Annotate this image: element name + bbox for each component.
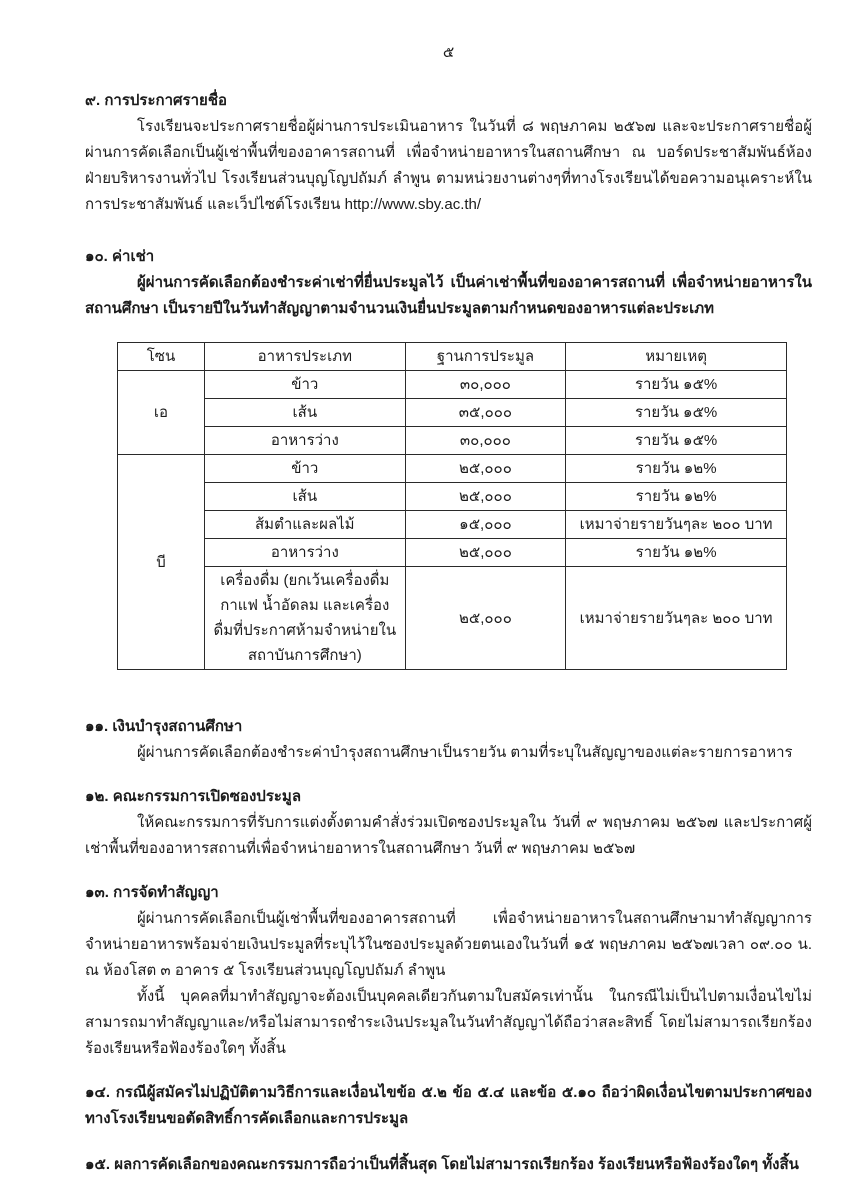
- food-type-cell: อาหารว่าง: [204, 539, 405, 567]
- table-row: [118, 371, 787, 399]
- table-header-base-bid: ฐานการประมูล: [405, 343, 566, 371]
- base-bid-cell: ๓๐,๐๐๐: [405, 371, 566, 399]
- table-header-zone: โซน: [118, 343, 205, 371]
- section-12-paragraph: ให้คณะกรรมการที่รับการแต่งตั้งตามคำสั่งร่วมเปิดซองประมูลใน วันที่ ๙ พฤษภาคม ๒๕๖๗ และประกาศผู้เช่าพื้นที่ของอาหารสถานที่เพื่อจำหน่ายอาหารในสถานศึกษา วันที่ ๙ พฤษภาคม ๒๕๖๗: [85, 814, 812, 857]
- section-9-paragraph: [85, 114, 812, 218]
- section-14: [85, 1080, 812, 1132]
- section-13: [85, 880, 812, 1062]
- table-row: [118, 455, 787, 483]
- base-bid-cell: ๒๕,๐๐๐: [405, 483, 566, 511]
- section-11-heading: ๑๑. เงินบำรุงสถานศึกษา: [85, 718, 243, 735]
- zone-a-cell: เอ: [118, 371, 205, 455]
- section-9-body-text: โรงเรียนจะประกาศรายชื่อผู้ผ่านการประเมินอาหาร ในวันที่ ๘ พฤษภาคม ๒๕๖๗ และจะประกาศรายชื่อผู้ผ่านการคัดเลือกเป็นผู้เช่าพื้นที่ของอาคารสถานที่ เพื่อจำหน่ายอาหารในสถานศึกษา ณ บอร์ดประชาสัมพันธ์ห้องฝ่ายบริหารงานทั่วไป โรงเรียนส่วนบุญโญปถัมภ์ ลำพูน ตามหน่วยงานต่างๆที่ทางโรงเรียนได้ขอความอนุเคราะห์ในการประชาสัมพันธ์ และเว็ปไซต์โรงเรียน: [85, 118, 812, 213]
- page-number: ๕: [442, 44, 455, 61]
- base-bid-cell: ๑๕,๐๐๐: [405, 511, 566, 539]
- section-15-paragraph: ๑๕. ผลการคัดเลือกของคณะกรรมการถือว่าเป็นที่สิ้นสุด โดยไม่สามารถเรียกร้อง ร้องเรียนหรือฟ้องร้องใดๆ ทั้งสิ้น: [85, 1156, 799, 1173]
- base-bid-cell: ๒๕,๐๐๐: [405, 455, 566, 483]
- section-15: [85, 1152, 812, 1178]
- section-14-paragraph: ๑๔. กรณีผู้สมัครไม่ปฏิบัติตามวิธีการและเงื่อนไขข้อ ๕.๒ ข้อ ๕.๔ และข้อ ๕.๑๐ ถือว่าผิดเงื่อนไขตามประกาศของทางโรงเรียนขอตัดสิทธิ์การคัดเลือกและการประมูล: [85, 1084, 812, 1127]
- remark-cell: รายวัน ๑๕%: [566, 371, 787, 399]
- table-row: [118, 567, 787, 670]
- food-type-cell: เครื่องดื่ม (ยกเว้นเครื่องดื่มกาแฟ น้ำอัดลม และเครื่องดื่มที่ประกาศห้ามจำหน่ายในสถาบันการศึกษา): [204, 567, 405, 670]
- section-11-paragraph: ผู้ผ่านการคัดเลือกต้องชำระค่าบำรุงสถานศึกษาเป็นรายวัน ตามที่ระบุในสัญญาของแต่ละรายการอาหาร: [137, 744, 793, 761]
- remark-cell: รายวัน ๑๒%: [566, 483, 787, 511]
- section-10: [85, 244, 812, 322]
- table-row: [118, 399, 787, 427]
- remark-cell: รายวัน ๑๕%: [566, 399, 787, 427]
- base-bid-cell: ๓๐,๐๐๐: [405, 427, 566, 455]
- food-type-cell: ข้าว: [204, 371, 405, 399]
- table-header-food-type: อาหารประเภท: [204, 343, 405, 371]
- table-header-remark: หมายเหตุ: [566, 343, 787, 371]
- section-10-heading: ๑๐. ค่าเช่า: [85, 248, 155, 265]
- section-9-heading: ๙. การประกาศรายชื่อ: [85, 92, 228, 109]
- section-11: [85, 714, 812, 766]
- zone-b-cell: บี: [118, 455, 205, 670]
- section-13-paragraph-2: ทั้งนี้ บุคคลที่มาทำสัญญาจะต้องเป็นบุคคลเดียวกันตามใบสมัครเท่านั้น ในกรณีไม่เป็นไปตามเงื่อนไขไม่สามารถมาทำสัญญาและ/หรือไม่สามารถชำระเงินประมูลในวันทำสัญญาได้ถือว่าสละสิทธิ์ โดยไม่สามารถเรียกร้อง ร้องเรียนหรือฟ้องร้องใดๆ ทั้งสิ้น: [85, 988, 812, 1057]
- base-bid-cell: ๒๕,๐๐๐: [405, 539, 566, 567]
- remark-cell: เหมาจ่ายรายวันๆละ ๒๐๐ บาท: [566, 567, 787, 670]
- remark-cell: รายวัน ๑๕%: [566, 427, 787, 455]
- food-type-cell: เส้น: [204, 399, 405, 427]
- remark-cell: รายวัน ๑๒%: [566, 455, 787, 483]
- rental-fee-table: [117, 342, 787, 670]
- section-9: [85, 88, 812, 218]
- table-row: [118, 483, 787, 511]
- section-12: [85, 784, 812, 862]
- remark-cell: รายวัน ๑๒%: [566, 539, 787, 567]
- section-12-heading: ๑๒. คณะกรรมการเปิดซองประมูล: [85, 788, 302, 805]
- table-row: [118, 427, 787, 455]
- food-type-cell: ส้มตำและผลไม้: [204, 511, 405, 539]
- table-row: [118, 511, 787, 539]
- food-type-cell: เส้น: [204, 483, 405, 511]
- food-type-cell: อาหารว่าง: [204, 427, 405, 455]
- section-13-paragraph-1: ผู้ผ่านการคัดเลือกเป็นผู้เช่าพื้นที่ของอาคารสถานที่ เพื่อจำหน่ายอาหารในสถานศึกษามาทำสัญญาการจำหน่ายอาหารพร้อมจ่ายเงินประมูลที่ระบุไว้ในซองประมูลด้วยตนเองในวันที่ ๑๕ พฤษภาคม ๒๕๖๗เวลา ๐๙.๐๐ น. ณ ห้องโสต ๓ อาคาร ๕ โรงเรียนส่วนบุญโญปถัมภ์ ลำพูน: [85, 910, 812, 979]
- school-website-url: http://www.sby.ac.th/: [344, 196, 482, 213]
- table-row: [118, 539, 787, 567]
- base-bid-cell: ๓๕,๐๐๐: [405, 399, 566, 427]
- remark-cell: เหมาจ่ายรายวันๆละ ๒๐๐ บาท: [566, 511, 787, 539]
- base-bid-cell: ๒๕,๐๐๐: [405, 567, 566, 670]
- section-10-paragraph: ผู้ผ่านการคัดเลือกต้องชำระค่าเช่าที่ยื่นประมูลไว้ เป็นค่าเช่าพื้นที่ของอาคารสถานที่ เพื่อจำหน่ายอาหารในสถานศึกษา เป็นรายปีในวันทำสัญญาตามจำนวนเงินยื่นประมูลตามกำหนดของอาหารแต่ละประเภท: [85, 274, 812, 317]
- table-header-row: [118, 343, 787, 371]
- food-type-cell: ข้าว: [204, 455, 405, 483]
- section-13-heading: ๑๓. การจัดทำสัญญา: [85, 884, 219, 901]
